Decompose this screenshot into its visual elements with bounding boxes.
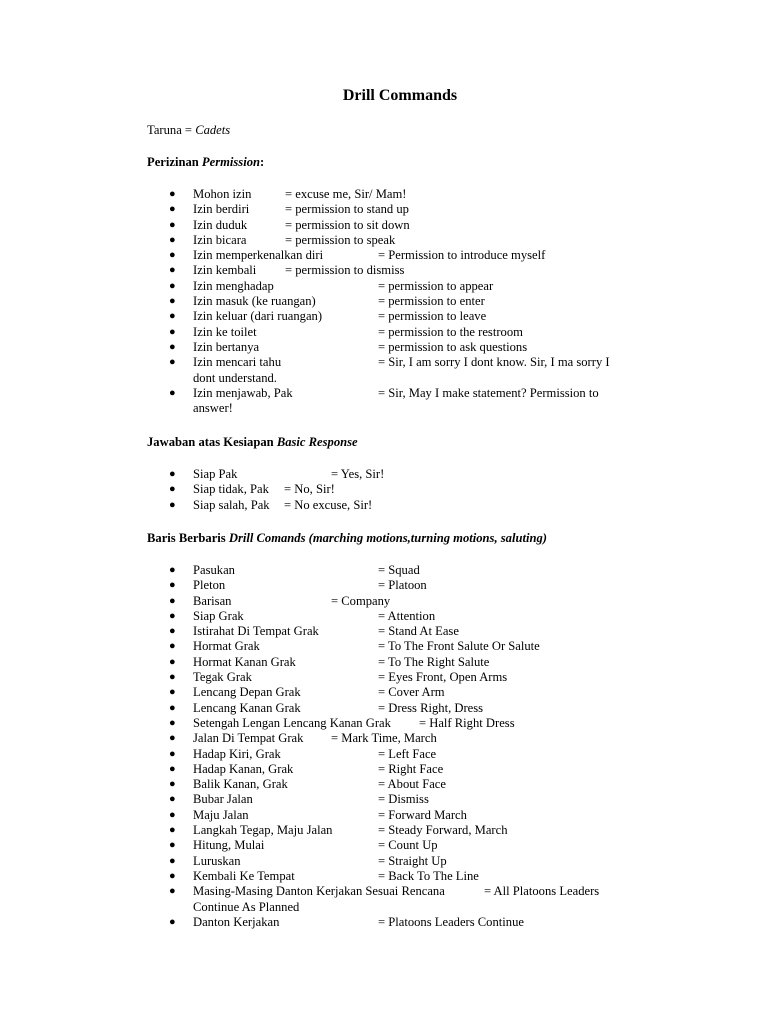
command-translation: = All Platoons Leaders [484, 884, 600, 899]
list-item [0, 762, 768, 777]
command-translation: = Squad [378, 563, 420, 577]
list-item [0, 233, 768, 248]
command-translation: = Sir, I am sorry I dont know. Sir, I ma sorry I [378, 355, 610, 370]
command-term: Tegak Grak [193, 670, 252, 685]
command-term: Siap Pak [193, 467, 238, 481]
command-translation: = No, Sir! [284, 482, 335, 497]
command-translation: = Straight Up [378, 853, 447, 868]
command-translation: = Back To The Line [378, 868, 479, 883]
command-translation: = Mark Time, March [331, 731, 437, 746]
command-translation: = Eyes Front, Open Arms [378, 670, 508, 685]
list-item [0, 731, 768, 746]
command-term: Izin kembali [193, 263, 257, 278]
list-item [0, 747, 768, 762]
command-term: Izin bicara [193, 232, 247, 247]
list-item [0, 915, 768, 930]
command-term: Balik Kanan, Grak [193, 777, 288, 792]
command-term: Lencang Kanan Grak [193, 700, 301, 715]
command-term: Siap Grak [193, 608, 244, 623]
bullet-icon: ● [169, 188, 176, 200]
list-item [0, 639, 768, 654]
command-translation: = permission to the restroom [378, 324, 523, 339]
command-term: Izin menjawab, Pak [193, 385, 293, 400]
permission-list [0, 187, 768, 416]
list-item [0, 624, 768, 639]
bullet-icon: ● [169, 778, 176, 791]
bullet-icon: ● [169, 386, 176, 399]
command-term: Izin mencari tahu [193, 355, 282, 370]
bullet-icon: ● [169, 640, 176, 653]
list-item [0, 248, 768, 263]
list-item [0, 792, 768, 807]
command-translation: = Stand At Ease [378, 624, 459, 639]
list-item [0, 609, 768, 624]
bullet-icon: ● [169, 310, 176, 323]
command-term: Setengah Lengan Lencang Kanan Grak [193, 715, 391, 730]
command-translation: = To The Right Salute [378, 654, 490, 669]
command-translation: = permission to enter [378, 294, 485, 309]
bullet-icon: ● [169, 671, 176, 684]
command-term: Lencang Depan Grak [193, 685, 301, 700]
intro-term: Taruna = [147, 123, 196, 137]
command-translation: = Permission to introduce myself [378, 248, 546, 263]
command-term: Barisan [193, 593, 232, 608]
bullet-icon: ● [169, 498, 176, 511]
command-term: Hitung, Mulai [193, 838, 265, 853]
command-term: Izin memperkenalkan diri [193, 248, 324, 263]
list-item [0, 685, 768, 700]
command-term: Istirahat Di Tempat Grak [193, 624, 319, 639]
bullet-icon: ● [169, 686, 176, 699]
command-translation: = Platoons Leaders Continue [378, 914, 524, 929]
list-item [0, 670, 768, 685]
list-item [0, 355, 768, 386]
command-translation: = Half Right Dress [419, 715, 515, 730]
command-term: Bubar Jalan [193, 792, 253, 807]
command-term: Siap salah, Pak [193, 497, 270, 512]
list-item [0, 202, 768, 217]
list-item [0, 808, 768, 823]
drill-commands-list [0, 563, 768, 930]
command-term: Kembali Ke Tempat [193, 868, 295, 883]
page-title: Drill Commands [342, 87, 458, 104]
list-item [0, 187, 768, 202]
command-term: Danton Kerjakan [193, 914, 280, 929]
list-item [0, 294, 768, 309]
bullet-icon: ● [169, 594, 176, 607]
command-term: Izin ke toilet [193, 324, 257, 339]
command-translation: = Company [331, 593, 391, 608]
bullet-icon: ● [169, 762, 176, 775]
command-term: Pasukan [193, 563, 235, 577]
list-item [0, 563, 768, 578]
list-item [0, 263, 768, 278]
list-item [0, 854, 768, 869]
command-translation: = Dress Right, Dress [378, 700, 484, 715]
list-item [0, 838, 768, 853]
command-translation: = Left Face [378, 746, 437, 761]
bullet-icon: ● [169, 295, 176, 308]
command-translation-continued: dont understand. [193, 370, 277, 385]
list-item [0, 869, 768, 884]
bullet-icon: ● [169, 839, 176, 852]
command-translation: = Dismiss [378, 792, 429, 807]
bullet-icon: ● [169, 609, 176, 622]
command-translation: = About Face [378, 777, 446, 792]
list-item [0, 655, 768, 670]
list-item [0, 777, 768, 792]
command-translation-continued: answer! [193, 401, 233, 416]
command-term: Mohon izin [193, 187, 252, 201]
bullet-icon: ● [169, 793, 176, 806]
list-item [0, 578, 768, 593]
bullet-icon: ● [169, 655, 176, 668]
command-term: Hadap Kiri, Grak [193, 746, 281, 761]
list-item [0, 386, 768, 417]
command-translation: = permission to stand up [285, 202, 409, 217]
bullet-icon: ● [169, 279, 176, 292]
section-heading-permission: Perizinan Permission: [147, 155, 265, 169]
command-term: Hormat Grak [193, 639, 260, 654]
command-translation: = Count Up [378, 838, 438, 853]
list-item [0, 279, 768, 294]
command-term: Izin bertanya [193, 339, 260, 354]
command-term: Luruskan [193, 853, 241, 868]
command-term: Izin masuk (ke ruangan) [193, 294, 316, 309]
command-term: Izin menghadap [193, 278, 274, 293]
list-item [0, 467, 768, 482]
command-term: Hadap Kanan, Grak [193, 761, 294, 776]
bullet-icon: ● [169, 625, 176, 638]
command-translation: = Platoon [378, 578, 427, 593]
list-item [0, 594, 768, 609]
intro-line [147, 123, 230, 138]
bullet-icon: ● [169, 747, 176, 760]
command-translation: = To The Front Salute Or Salute [378, 639, 540, 654]
command-translation: = Steady Forward, March [378, 823, 508, 838]
bullet-icon: ● [169, 716, 176, 729]
bullet-icon: ● [169, 483, 176, 496]
command-translation: = permission to ask questions [378, 339, 528, 354]
list-item [0, 309, 768, 324]
bullet-icon: ● [169, 233, 176, 246]
bullet-icon: ● [169, 701, 176, 714]
bullet-icon: ● [169, 325, 176, 338]
intro-translation: Cadets [195, 123, 231, 137]
bullet-icon: ● [169, 579, 176, 592]
command-term: Izin duduk [193, 217, 248, 232]
list-item [0, 716, 768, 731]
bullet-icon: ● [169, 854, 176, 867]
command-translation: = No excuse, Sir! [284, 497, 373, 512]
command-translation: = permission to sit down [285, 217, 410, 232]
list-item [0, 498, 768, 513]
command-term: Langkah Tegap, Maju Jalan [193, 823, 333, 838]
bullet-icon: ● [169, 915, 176, 928]
bullet-icon: ● [169, 340, 176, 353]
command-term: Izin berdiri [193, 202, 250, 217]
command-term: Maju Jalan [193, 807, 249, 822]
list-item [0, 482, 768, 497]
list-item [0, 340, 768, 355]
list-item [0, 884, 768, 915]
command-translation: = Yes, Sir! [331, 467, 385, 481]
bullet-icon: ● [169, 564, 176, 576]
command-translation: = permission to appear [378, 278, 494, 293]
command-term: Pleton [193, 578, 226, 593]
section-heading-drill-commands: Baris Berbaris Drill Comands (marching motions,turning motions, saluting) [147, 531, 547, 545]
command-translation: = permission to dismiss [285, 263, 405, 278]
list-item [0, 823, 768, 838]
section-heading-basic-response: Jawaban atas Kesiapan Basic Response [147, 435, 358, 449]
command-translation-continued: Continue As Planned [193, 899, 300, 914]
bullet-icon: ● [169, 468, 176, 480]
command-term: Hormat Kanan Grak [193, 654, 296, 669]
command-translation: = excuse me, Sir/ Mam! [285, 187, 407, 201]
bullet-icon: ● [169, 885, 176, 898]
list-item [0, 218, 768, 233]
bullet-icon: ● [169, 808, 176, 821]
command-translation: = permission to speak [285, 232, 396, 247]
command-translation: = Right Face [378, 761, 444, 776]
command-translation: = Attention [378, 608, 436, 623]
bullet-icon: ● [169, 732, 176, 745]
command-term: Jalan Di Tempat Grak [193, 731, 304, 746]
command-translation: = Forward March [378, 807, 467, 822]
bullet-icon: ● [169, 869, 176, 882]
list-item [0, 701, 768, 716]
bullet-icon: ● [169, 218, 176, 231]
command-term: Izin keluar (dari ruangan) [193, 309, 323, 324]
command-translation: = Cover Arm [378, 685, 445, 700]
bullet-icon: ● [169, 824, 176, 837]
bullet-icon: ● [169, 203, 176, 216]
command-term: Siap tidak, Pak [193, 482, 269, 497]
command-translation: = permission to leave [378, 309, 487, 324]
command-translation: = Sir, May I make statement? Permission to [378, 385, 599, 400]
command-term: Masing-Masing Danton Kerjakan Sesuai Rencana [193, 884, 445, 899]
list-item [0, 325, 768, 340]
bullet-icon: ● [169, 249, 176, 262]
bullet-icon: ● [169, 264, 176, 277]
basic-response-list [0, 467, 768, 513]
bullet-icon: ● [169, 356, 176, 369]
